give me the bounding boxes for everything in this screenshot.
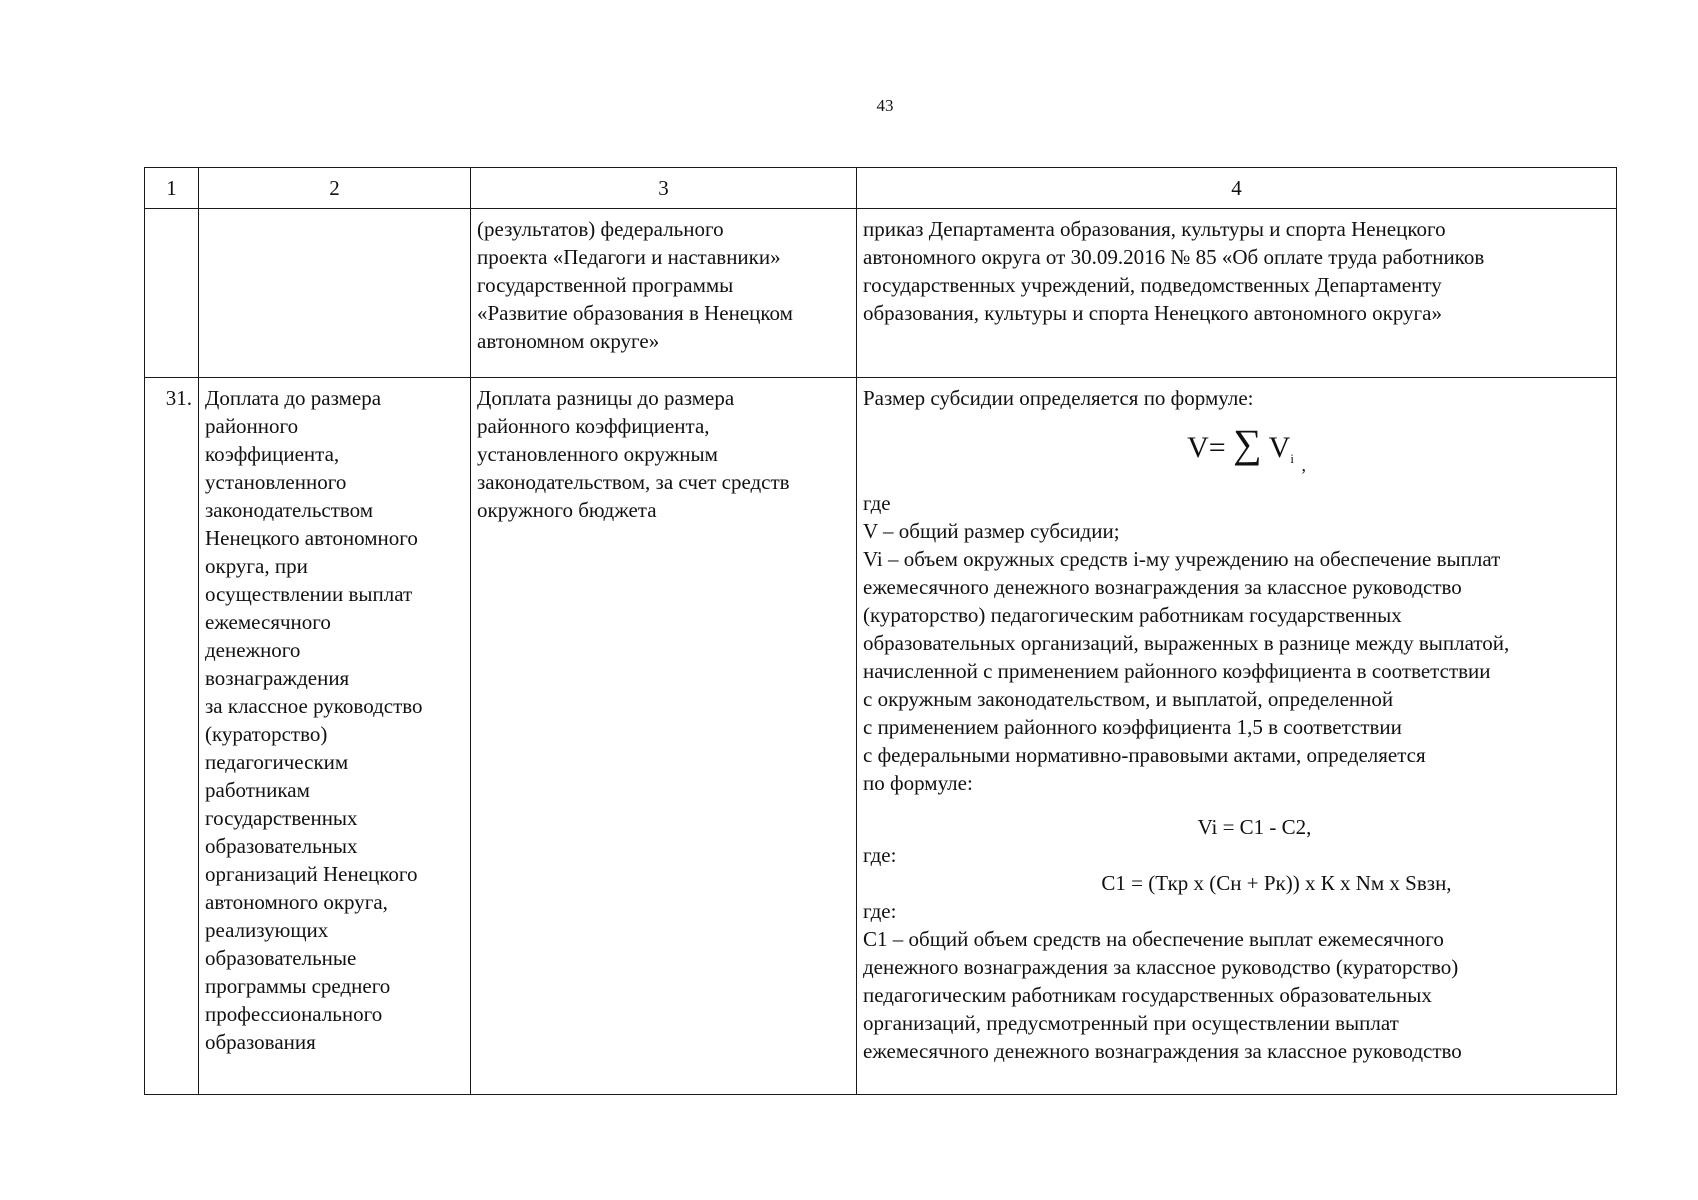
text-line: районного xyxy=(205,414,299,438)
header-cell: 4 xyxy=(857,168,1617,209)
text-line: Vi – объем окружных средств i-му учреждению на обеспечение выплат xyxy=(863,547,1501,571)
table-row xyxy=(145,209,1617,378)
cell-col4 xyxy=(857,378,1617,1095)
text-line: районного коэффициента, xyxy=(477,414,710,438)
text-line: ежемесячного xyxy=(205,610,331,634)
cell-col2 xyxy=(199,209,471,378)
text-line: окружного бюджета xyxy=(477,498,657,522)
text-line: государственных учреждений, подведомственных Департаменту xyxy=(863,273,1442,297)
text-line: образовательных организаций, выраженных в разнице между выплатой, xyxy=(863,631,1510,655)
text-line: ежемесячного денежного вознаграждения за классное руководство xyxy=(863,575,1462,599)
formula-intro: Размер субсидии определяется по формуле: xyxy=(863,386,1254,410)
text-line: (кураторство) педагогическим работникам государственных xyxy=(863,603,1402,627)
text-line: государственных xyxy=(205,806,358,830)
text-line: за классное руководство xyxy=(205,694,423,718)
text-line: программы среднего xyxy=(205,974,391,998)
text-line: автономном округе» xyxy=(477,329,660,353)
text-line: ежемесячного денежного вознаграждения за классное руководство xyxy=(863,1039,1462,1063)
header-cell: 1 xyxy=(145,168,199,209)
text-line: осуществлении выплат xyxy=(205,582,413,606)
text-line: Ненецкого автономного xyxy=(205,526,418,550)
row-number-cell xyxy=(145,209,199,378)
text-line: с применением районного коэффициента 1,5 в соответствии xyxy=(863,715,1402,739)
table-row xyxy=(145,378,1617,1095)
text-line: педагогическим работникам государственных образовательных xyxy=(863,983,1432,1007)
table-header-row xyxy=(145,168,1617,209)
formula-sum xyxy=(873,412,1620,489)
header-cell: 3 xyxy=(471,168,857,209)
text-line: (кураторство) xyxy=(205,722,328,746)
text-line: начисленной с применением районного коэффициента в соответствии xyxy=(863,659,1491,683)
row-number-cell: 31. xyxy=(145,378,199,1095)
where-label: где: xyxy=(863,843,897,867)
cell-col3 xyxy=(471,378,857,1095)
formula-tail: , xyxy=(1301,455,1306,475)
text-line: с федеральными нормативно-правовыми актами, определяется xyxy=(863,743,1426,767)
text-line: профессионального xyxy=(205,1002,383,1026)
text-line: образовательных xyxy=(205,834,358,858)
cell-col2 xyxy=(199,378,471,1095)
formula-term: V xyxy=(1268,431,1291,464)
text-line: законодательством xyxy=(205,498,374,522)
formula-subscript: i xyxy=(1290,451,1294,466)
text-line: образовательные xyxy=(205,946,357,970)
text-line: установленного окружным xyxy=(477,442,718,466)
document-table xyxy=(144,167,1617,1095)
page-number: 43 xyxy=(876,96,894,115)
text-line: денежного xyxy=(205,638,301,662)
text-line: (результатов) федерального xyxy=(477,217,724,241)
formula-vi: Vi = C1 - C2, xyxy=(1197,815,1312,839)
text-line: образования xyxy=(205,1030,316,1054)
text-line: приказ Департамента образования, культуры и спорта Ненецкого xyxy=(863,217,1446,241)
text-line: организаций, предусмотренный при осуществлении выплат xyxy=(863,1011,1399,1035)
text-line: C1 – общий объем средств на обеспечение выплат ежемесячного xyxy=(863,927,1444,951)
sigma-symbol: ∑ xyxy=(1233,421,1262,466)
text-line: V – общий размер субсидии; xyxy=(863,519,1120,543)
text-line: педагогическим xyxy=(205,750,349,774)
text-line: округа, при xyxy=(205,554,308,578)
text-line: автономного округа, xyxy=(205,890,388,914)
text-line: «Развитие образования в Ненецком xyxy=(477,301,793,325)
header-cell: 2 xyxy=(199,168,471,209)
text-line: организаций Ненецкого xyxy=(205,862,418,886)
cell-col3 xyxy=(471,209,857,378)
text-line: вознаграждения xyxy=(205,666,350,690)
text-line: по формуле: xyxy=(863,771,973,795)
text-line: работникам xyxy=(205,778,310,802)
text-line: образования, культуры и спорта Ненецкого автономного округа» xyxy=(863,301,1442,325)
text-line: Доплата до размера xyxy=(205,386,382,410)
text-line: с окружным законодательством, и выплатой, определенной xyxy=(863,687,1394,711)
text-line: коэффициента, xyxy=(205,442,340,466)
where-label: где xyxy=(863,491,891,515)
text-line: Доплата разницы до размера xyxy=(477,386,735,410)
cell-col4 xyxy=(857,209,1617,378)
text-line: проекта «Педагоги и наставники» xyxy=(477,245,781,269)
text-line: автономного округа от 30.09.2016 № 85 «Об оплате труда работников xyxy=(863,245,1485,269)
text-line: реализующих xyxy=(205,918,329,942)
text-line: установленного xyxy=(205,470,347,494)
formula-c1: C1 = (Ткр х (Сн + Рк)) х К х Nм х Sвзн, xyxy=(1101,871,1452,895)
text-line: государственной программы xyxy=(477,273,734,297)
text-line: законодательством, за счет средств xyxy=(477,470,790,494)
where-label: где: xyxy=(863,899,897,923)
formula-lhs: V= xyxy=(1187,431,1226,464)
text-line: денежного вознаграждения за классное руководство (кураторство) xyxy=(863,955,1459,979)
